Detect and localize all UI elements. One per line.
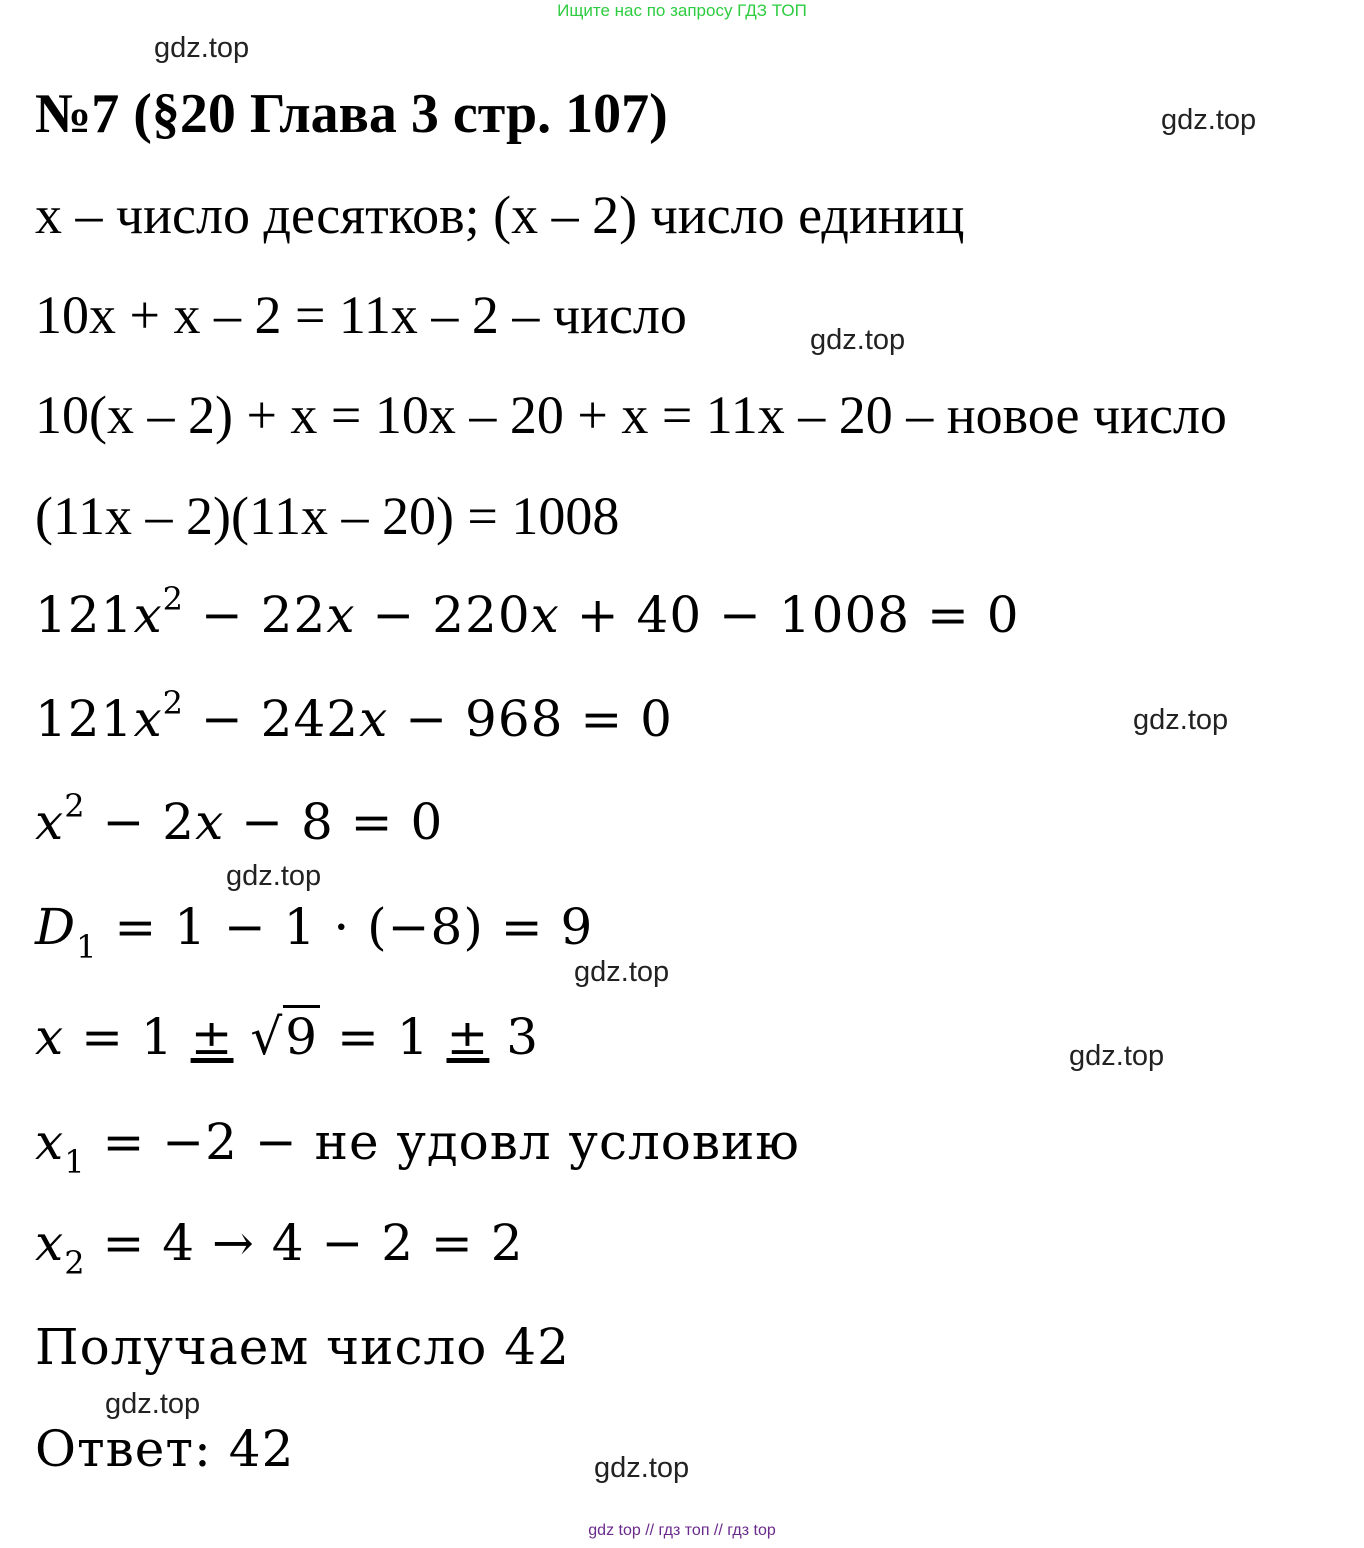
page-title: №7 (§20 Глава 3 стр. 107) <box>35 83 668 145</box>
solution-line-2: 10x + x – 2 = 11x – 2 – число <box>35 285 687 345</box>
variable: x <box>326 586 356 644</box>
term: 3 <box>489 1008 540 1066</box>
watermark: gdz.top <box>1133 704 1229 736</box>
spacer <box>234 1008 251 1066</box>
square-root <box>250 1008 320 1066</box>
subscript: 2 <box>64 1244 86 1282</box>
variable: x <box>35 1214 65 1272</box>
solution-line-1: x – число десятков; (x – 2) число единиц <box>35 185 965 245</box>
equation-line-9 <box>35 1008 540 1066</box>
radical-sign: √ <box>250 1008 284 1066</box>
equation-line-7 <box>35 787 444 851</box>
solution-line-3: 10(x – 2) + x = 10x – 20 + x = 11x – 20 – новое число <box>35 385 1227 445</box>
variable: x <box>35 1008 65 1066</box>
equation-line-10 <box>35 1113 800 1181</box>
variable: x <box>133 690 163 748</box>
variable: x <box>195 793 225 851</box>
variable: x <box>359 690 389 748</box>
watermark: gdz.top <box>1069 1040 1165 1072</box>
number: 121 <box>35 690 134 748</box>
term: = 1 − 1 · (−8) = 9 <box>97 898 594 956</box>
variable: x <box>35 1113 65 1171</box>
equation-line-5 <box>35 580 1020 644</box>
watermark: gdz.top <box>105 1388 201 1420</box>
term: = 1 <box>64 1008 191 1066</box>
radicand: 9 <box>283 1005 320 1066</box>
watermark: gdz.top <box>810 324 906 356</box>
watermark: gdz.top <box>154 32 250 64</box>
number: 121 <box>35 586 134 644</box>
exponent: 2 <box>162 580 184 618</box>
solution-line-4: (11x – 2)(11x – 20) = 1008 <box>35 486 620 546</box>
watermark: gdz.top <box>1161 104 1257 136</box>
plus-minus-sign: ± <box>446 1008 490 1066</box>
result-line: Получаем число 42 <box>35 1318 570 1376</box>
equation-line-8 <box>35 898 594 966</box>
subscript: 1 <box>76 928 98 966</box>
term: − 242 <box>184 690 360 748</box>
variable: x <box>133 586 163 644</box>
term: − 2 <box>85 793 196 851</box>
term: − 22 <box>184 586 327 644</box>
watermark: gdz.top <box>226 860 322 892</box>
watermark: gdz.top <box>594 1452 690 1484</box>
watermark: gdz.top <box>574 956 670 988</box>
answer-line: Ответ: 42 <box>35 1420 295 1478</box>
equation-line-11 <box>35 1214 524 1282</box>
variable: D <box>35 898 77 956</box>
term: = 1 <box>320 1008 447 1066</box>
exponent: 2 <box>162 684 184 722</box>
exponent: 2 <box>64 787 86 825</box>
top-banner[interactable]: Ищите нас по запросу ГДЗ ТОП <box>557 1 807 20</box>
term: + 40 − 1008 = 0 <box>559 586 1020 644</box>
plus-minus-sign: ± <box>190 1008 234 1066</box>
variable: x <box>530 586 560 644</box>
term: − 8 = 0 <box>224 793 444 851</box>
term: = 4 → 4 − 2 = 2 <box>85 1214 524 1272</box>
term: − 968 = 0 <box>388 690 673 748</box>
equation-line-6 <box>35 684 673 748</box>
variable: x <box>35 793 65 851</box>
subscript: 1 <box>64 1143 86 1181</box>
term: = −2 − не удовл условию <box>85 1113 800 1171</box>
footer-links[interactable]: gdz top // гдз топ // гдз top <box>588 1522 776 1539</box>
term: − 220 <box>355 586 531 644</box>
